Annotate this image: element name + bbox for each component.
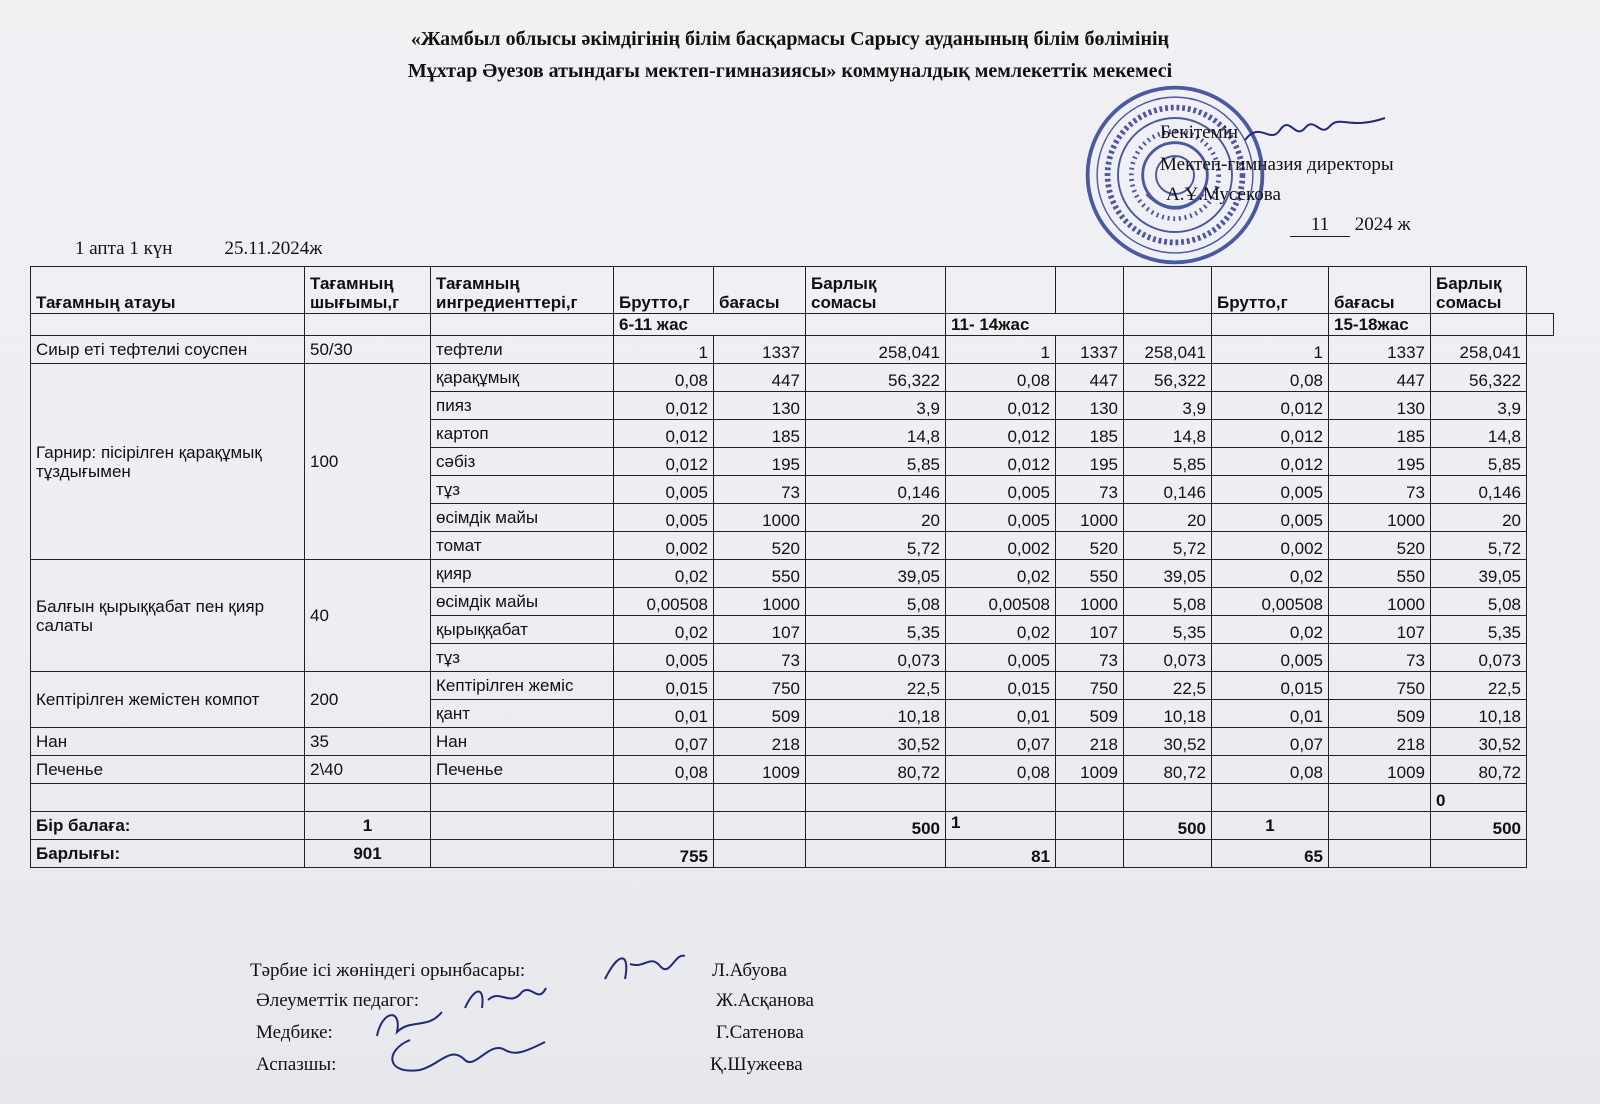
empty-cell (1124, 784, 1212, 812)
value-cell: 550 (714, 560, 806, 588)
value-cell: 218 (714, 728, 806, 756)
empty-cell (431, 840, 614, 868)
ingredient-name: картоп (431, 420, 614, 448)
ingredient-name: сәбіз (431, 448, 614, 476)
value-cell: 1000 (714, 504, 806, 532)
value-cell: 520 (1056, 532, 1124, 560)
value-cell: 0,005 (946, 504, 1056, 532)
value-cell: 0,005 (614, 476, 714, 504)
table-row (31, 728, 1554, 756)
value-cell: 0,005 (1212, 504, 1329, 532)
value-cell: 0,146 (806, 476, 946, 504)
value-cell: 258,041 (806, 336, 946, 364)
value-cell: 107 (1329, 616, 1431, 644)
value-cell: 0,02 (1212, 616, 1329, 644)
empty-cell (1056, 812, 1124, 840)
signature-name: Ж.Асқанова (716, 990, 814, 1011)
dish-yield: 50/30 (305, 336, 431, 364)
value-cell: 0,146 (1431, 476, 1527, 504)
col-header: Барлық сомасы (1431, 267, 1527, 314)
value-cell: 1000 (1056, 504, 1124, 532)
value-cell: 0,01 (946, 700, 1056, 728)
value-cell: 20 (1124, 504, 1212, 532)
empty-cell (1056, 840, 1124, 868)
age-group-row (31, 314, 1554, 336)
value-cell: 80,72 (1431, 756, 1527, 784)
value-cell: 0,012 (946, 420, 1056, 448)
value-cell: 1000 (1329, 588, 1431, 616)
col-header (1124, 267, 1212, 314)
table-row (31, 756, 1554, 784)
col-header: бағасы (714, 267, 806, 314)
value-cell: 0,08 (614, 364, 714, 392)
per-child-row (31, 812, 1554, 840)
empty-cell (1329, 812, 1431, 840)
col-header (1056, 267, 1124, 314)
dish-yield: 40 (305, 560, 431, 672)
value-cell: 447 (1329, 364, 1431, 392)
value-cell: 218 (1056, 728, 1124, 756)
value-cell: 14,8 (1124, 420, 1212, 448)
value-cell: 1 (946, 336, 1056, 364)
summary-cell: 65 (1212, 840, 1329, 868)
value-cell: 1009 (1329, 756, 1431, 784)
signature-name: Г.Сатенова (716, 1022, 804, 1043)
dish-yield: 2\40 (305, 756, 431, 784)
value-cell: 10,18 (1431, 700, 1527, 728)
value-cell: 0,073 (806, 644, 946, 672)
menu-date: 25.11.2024ж (224, 238, 323, 259)
value-cell: 0,005 (1212, 476, 1329, 504)
value-cell: 0,015 (1212, 672, 1329, 700)
approval-line-2: Мектеп-гимназия директоры (1160, 154, 1394, 175)
value-cell: 0,00508 (946, 588, 1056, 616)
empty-cell (431, 784, 614, 812)
value-cell: 550 (1056, 560, 1124, 588)
value-cell: 73 (1056, 644, 1124, 672)
value-cell: 0,005 (946, 644, 1056, 672)
summary-cell: 500 (1124, 812, 1212, 840)
value-cell: 0,02 (1212, 560, 1329, 588)
value-cell: 5,72 (1431, 532, 1527, 560)
value-cell: 5,85 (806, 448, 946, 476)
value-cell: 0,005 (614, 644, 714, 672)
dish-name: Нан (31, 728, 305, 756)
director-signature (1240, 100, 1390, 160)
summary-cell: 1 (946, 812, 1056, 840)
value-cell: 14,8 (1431, 420, 1527, 448)
value-cell: 1 (614, 336, 714, 364)
summary-cell: 901 (305, 840, 431, 868)
value-cell: 0,01 (1212, 700, 1329, 728)
value-cell: 520 (1329, 532, 1431, 560)
value-cell: 5,08 (1124, 588, 1212, 616)
value-cell: 1009 (1056, 756, 1124, 784)
value-cell: 5,72 (1124, 532, 1212, 560)
value-cell: 0,146 (1124, 476, 1212, 504)
value-cell: 39,05 (1431, 560, 1527, 588)
value-cell: 0,073 (1124, 644, 1212, 672)
approval-line-1: Бекітемін (1160, 122, 1239, 143)
signature-role: Медбике: (256, 1022, 333, 1043)
ingredient-name: тұз (431, 476, 614, 504)
col-header: Барлық сомасы (806, 267, 946, 314)
value-cell: 1 (1212, 336, 1329, 364)
value-cell: 0,02 (946, 616, 1056, 644)
value-cell: 0,07 (614, 728, 714, 756)
empty-cell (1124, 840, 1212, 868)
table-row (31, 336, 1554, 364)
ingredient-name: тефтели (431, 336, 614, 364)
value-cell: 5,35 (806, 616, 946, 644)
value-cell: 0,07 (1212, 728, 1329, 756)
value-cell: 22,5 (1431, 672, 1527, 700)
ingredient-name: томат (431, 532, 614, 560)
value-cell: 185 (1056, 420, 1124, 448)
value-cell: 0,012 (1212, 420, 1329, 448)
header-line-2: Мұхтар Әуезов атындағы мектеп-гимназиясы» коммуналдық мемлекеттік мекемесі (407, 60, 1173, 82)
value-cell: 3,9 (806, 392, 946, 420)
value-cell: 39,05 (806, 560, 946, 588)
value-cell: 5,35 (1124, 616, 1212, 644)
summary-cell: 755 (614, 840, 714, 868)
empty-cell (431, 812, 614, 840)
value-cell: 130 (714, 392, 806, 420)
signature-name: Л.Абуова (712, 960, 788, 981)
value-cell: 14,8 (806, 420, 946, 448)
value-cell: 0,02 (946, 560, 1056, 588)
value-cell: 0,002 (614, 532, 714, 560)
value-cell: 550 (1329, 560, 1431, 588)
value-cell: 1000 (1056, 588, 1124, 616)
value-cell: 0,00508 (1212, 588, 1329, 616)
dish-yield: 200 (305, 672, 431, 728)
summary-cell: 500 (1431, 812, 1527, 840)
approval-date-month: 11 (1290, 214, 1350, 237)
empty-cell (1431, 840, 1527, 868)
value-cell: 509 (1056, 700, 1124, 728)
empty-cell (305, 784, 431, 812)
empty-cell (1212, 784, 1329, 812)
table-row (31, 364, 1554, 392)
value-cell: 73 (1056, 476, 1124, 504)
ingredient-name: тұз (431, 644, 614, 672)
col-header (946, 267, 1056, 314)
empty-cell (1329, 784, 1431, 812)
value-cell: 0,012 (1212, 448, 1329, 476)
empty-cell (1056, 784, 1124, 812)
value-cell: 447 (1056, 364, 1124, 392)
value-cell: 218 (1329, 728, 1431, 756)
ingredient-name: қант (431, 700, 614, 728)
value-cell: 1337 (714, 336, 806, 364)
approval-line-3: А.Ұ.Мусекова (1166, 184, 1281, 205)
summary-cell: Бір балаға: (31, 812, 305, 840)
summary-cell: 1 (305, 812, 431, 840)
dish-name: Гарнир: пісірілген қарақұмық тұздығымен (31, 364, 305, 560)
col-header: бағасы (1329, 267, 1431, 314)
value-cell: 10,18 (806, 700, 946, 728)
ingredient-name: Кептірілген жеміс (431, 672, 614, 700)
value-cell: 750 (714, 672, 806, 700)
dish-yield: 100 (305, 364, 431, 560)
value-cell: 0,08 (1212, 364, 1329, 392)
value-cell: 80,72 (1124, 756, 1212, 784)
value-cell: 130 (1056, 392, 1124, 420)
approval-date (1290, 214, 1411, 237)
value-cell: 5,72 (806, 532, 946, 560)
value-cell: 0,005 (614, 504, 714, 532)
dish-name: Сиыр еті тефтелиі соуспен (31, 336, 305, 364)
signature-name: Қ.Шужеева (710, 1054, 803, 1075)
value-cell: 1337 (1329, 336, 1431, 364)
value-cell: 5,08 (806, 588, 946, 616)
dish-name: Балғын қырыққабат пен қияр салаты (31, 560, 305, 672)
value-cell: 0,02 (614, 616, 714, 644)
value-cell: 0,005 (1212, 644, 1329, 672)
age-group-label: 15-18жас (1329, 314, 1431, 336)
ingredient-name: қияр (431, 560, 614, 588)
value-cell: 3,9 (1124, 392, 1212, 420)
value-cell: 0,08 (946, 756, 1056, 784)
value-cell: 0,015 (946, 672, 1056, 700)
value-cell: 0,012 (946, 448, 1056, 476)
col-header: Тағамның ингредиенттері,г (431, 267, 614, 314)
summary-cell: 1 (1212, 812, 1329, 840)
ingredient-name: өсімдік майы (431, 504, 614, 532)
empty-row (31, 784, 1554, 812)
value-cell: 195 (1329, 448, 1431, 476)
col-header: Брутто,г (614, 267, 714, 314)
value-cell: 258,041 (1124, 336, 1212, 364)
dish-yield: 35 (305, 728, 431, 756)
value-cell: 0,00508 (614, 588, 714, 616)
table-row (31, 672, 1554, 700)
value-cell: 195 (714, 448, 806, 476)
empty-cell (714, 812, 806, 840)
empty-cell (1329, 840, 1431, 868)
value-cell: 0,002 (1212, 532, 1329, 560)
menu-week-day: 1 апта 1 күн (75, 238, 173, 259)
ingredient-name: қырыққабат (431, 616, 614, 644)
col-header: Тағамның шығымы,г (305, 267, 431, 314)
empty-cell (806, 784, 946, 812)
approval-date-year: 2024 ж (1354, 214, 1411, 235)
col-header: Тағамның атауы (31, 267, 305, 314)
value-cell: 130 (1329, 392, 1431, 420)
table-header-row (31, 267, 1554, 314)
ingredient-name: Печенье (431, 756, 614, 784)
value-cell: 447 (714, 364, 806, 392)
menu-day (75, 238, 374, 260)
signature-role: Әлеуметтік педагог: (256, 990, 420, 1011)
ingredient-name: қарақұмық (431, 364, 614, 392)
empty-cell (614, 812, 714, 840)
value-cell: 1009 (714, 756, 806, 784)
value-cell: 73 (1329, 476, 1431, 504)
value-cell: 195 (1056, 448, 1124, 476)
value-cell: 56,322 (1124, 364, 1212, 392)
empty-cell (714, 840, 806, 868)
dish-name: Кептірілген жемістен компот (31, 672, 305, 728)
age-group-label: 6-11 жас (614, 314, 806, 336)
value-cell: 20 (1431, 504, 1527, 532)
value-cell: 30,52 (1124, 728, 1212, 756)
value-cell: 0,012 (614, 392, 714, 420)
value-cell: 509 (714, 700, 806, 728)
empty-cell (714, 784, 806, 812)
value-cell: 5,85 (1124, 448, 1212, 476)
empty-cell (614, 784, 714, 812)
signature-role: Тәрбие ісі жөніндегі орынбасары: (250, 960, 526, 981)
value-cell: 73 (1329, 644, 1431, 672)
value-cell: 73 (714, 476, 806, 504)
age-group-label: 11- 14жас (946, 314, 1124, 336)
value-cell: 520 (714, 532, 806, 560)
value-cell: 1337 (1056, 336, 1124, 364)
value-cell: 30,52 (1431, 728, 1527, 756)
value-cell: 5,85 (1431, 448, 1527, 476)
value-cell: 3,9 (1431, 392, 1527, 420)
value-cell: 5,08 (1431, 588, 1527, 616)
total-row (31, 840, 1554, 868)
value-cell: 750 (1056, 672, 1124, 700)
value-cell: 0,002 (946, 532, 1056, 560)
value-cell: 185 (714, 420, 806, 448)
value-cell: 73 (714, 644, 806, 672)
value-cell: 22,5 (1124, 672, 1212, 700)
value-cell: 1000 (1329, 504, 1431, 532)
value-cell: 22,5 (806, 672, 946, 700)
summary-cell: 500 (806, 812, 946, 840)
value-cell: 80,72 (806, 756, 946, 784)
value-cell: 5,35 (1431, 616, 1527, 644)
value-cell: 509 (1329, 700, 1431, 728)
value-cell: 0,015 (614, 672, 714, 700)
table-row (31, 560, 1554, 588)
value-cell: 0,012 (1212, 392, 1329, 420)
value-cell: 39,05 (1124, 560, 1212, 588)
header-line-1: «Жамбыл облысы әкімдігінің білім басқармасы Сарысу ауданының білім бөлімінің (410, 28, 1170, 50)
value-cell: 0 (1431, 784, 1527, 812)
value-cell: 0,073 (1431, 644, 1527, 672)
value-cell: 107 (1056, 616, 1124, 644)
value-cell: 107 (714, 616, 806, 644)
ingredient-name: пияз (431, 392, 614, 420)
value-cell: 10,18 (1124, 700, 1212, 728)
handwritten-signature (600, 944, 690, 990)
value-cell: 56,322 (1431, 364, 1527, 392)
empty-cell (946, 784, 1056, 812)
handwritten-signature (380, 1030, 550, 1080)
value-cell: 1000 (714, 588, 806, 616)
menu-table (30, 266, 1554, 868)
value-cell: 20 (806, 504, 946, 532)
summary-cell: 81 (946, 840, 1056, 868)
value-cell: 0,005 (946, 476, 1056, 504)
value-cell: 258,041 (1431, 336, 1527, 364)
empty-cell (31, 784, 305, 812)
value-cell: 0,012 (614, 448, 714, 476)
value-cell: 56,322 (806, 364, 946, 392)
ingredient-name: өсімдік майы (431, 588, 614, 616)
value-cell: 750 (1329, 672, 1431, 700)
handwritten-signature (460, 978, 550, 1018)
value-cell: 30,52 (806, 728, 946, 756)
value-cell: 185 (1329, 420, 1431, 448)
ingredient-name: Нан (431, 728, 614, 756)
value-cell: 0,012 (614, 420, 714, 448)
value-cell: 0,01 (614, 700, 714, 728)
value-cell: 0,012 (946, 392, 1056, 420)
value-cell: 0,08 (1212, 756, 1329, 784)
signature-role: Аспазшы: (256, 1054, 337, 1075)
summary-cell: Барлығы: (31, 840, 305, 868)
dish-name: Печенье (31, 756, 305, 784)
value-cell: 0,08 (614, 756, 714, 784)
value-cell: 0,08 (946, 364, 1056, 392)
value-cell: 0,02 (614, 560, 714, 588)
value-cell: 0,07 (946, 728, 1056, 756)
col-header: Брутто,г (1212, 267, 1329, 314)
empty-cell (806, 840, 946, 868)
